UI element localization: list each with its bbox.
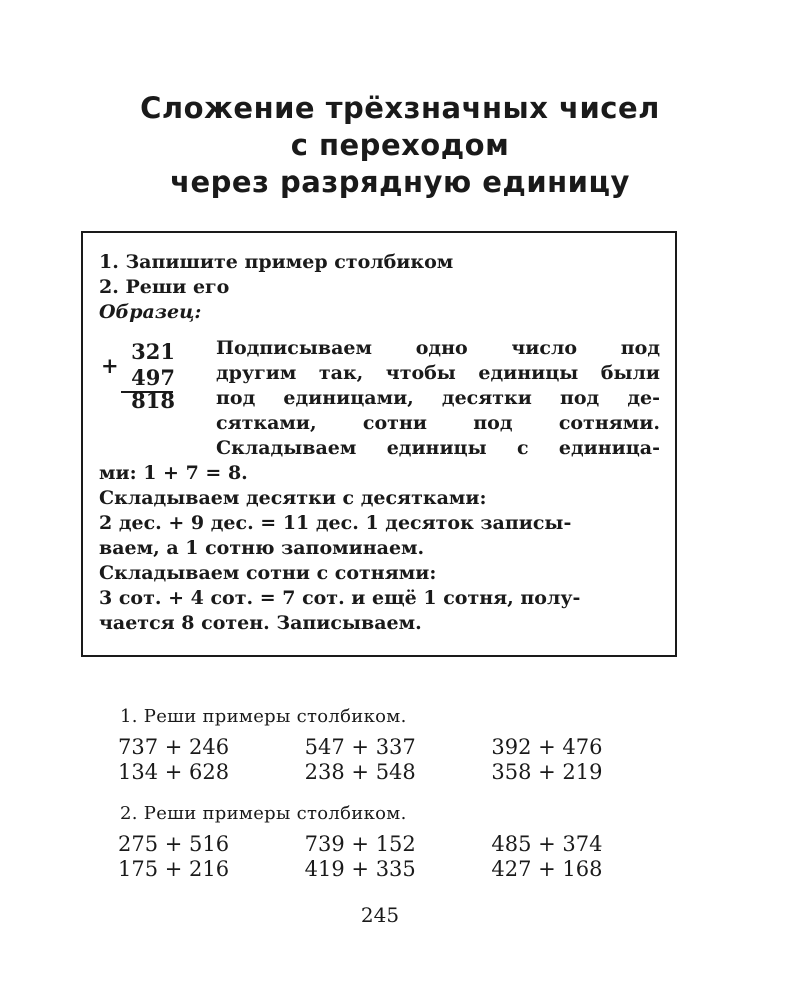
task-row <box>118 857 678 882</box>
full-line-1: ми: 1 + 7 = 8. <box>99 462 248 484</box>
example: 238 + 548 <box>304 760 416 784</box>
task-row <box>118 760 678 785</box>
example: 419 + 335 <box>304 857 416 881</box>
explanation-line-5: Складываем единицы с единица- <box>216 437 660 459</box>
rule-step-2: 2. Реши его <box>99 276 230 298</box>
sample-addend-1: 321 <box>131 339 175 364</box>
example: 427 + 168 <box>491 857 603 881</box>
explanation-line-2: другим так, чтобы единицы были <box>216 362 660 384</box>
sample-addend-2: 497 <box>131 365 175 390</box>
example: 175 + 216 <box>118 857 230 881</box>
sample-label: Образец: <box>99 301 202 323</box>
full-line-7: чается 8 сотен. Записываем. <box>99 612 422 634</box>
full-line-5: Складываем сотни с сотнями: <box>99 562 437 584</box>
task-1-title: 1. Реши примеры столбиком. <box>120 706 407 727</box>
example: 739 + 152 <box>304 832 416 856</box>
example: 134 + 628 <box>118 760 230 784</box>
sample-sum: 818 <box>131 388 175 413</box>
plus-sign: + <box>101 353 119 378</box>
full-line-4: ваем, а 1 сотню запоминаем. <box>99 537 425 559</box>
explanation-line-1: Подписываем одно число под <box>216 337 660 359</box>
explanation-line-3: под единицами, десятки под де- <box>216 387 660 409</box>
example: 737 + 246 <box>118 735 230 759</box>
page-number: 245 <box>360 903 400 927</box>
example: 547 + 337 <box>304 735 416 759</box>
task-2-title: 2. Реши примеры столбиком. <box>120 803 407 824</box>
sample-column-addition <box>99 340 209 420</box>
example: 275 + 516 <box>118 832 230 856</box>
task-2-examples <box>118 832 678 882</box>
task-row <box>118 735 678 760</box>
rule-step-1: 1. Запишите пример столбиком <box>99 251 454 273</box>
title-line-3: через разрядную единицу <box>170 165 630 199</box>
full-line-6: 3 сот. + 4 сот. = 7 сот. и ещё 1 сотня, полу- <box>99 587 581 609</box>
full-line-2: Складываем десятки с десятками: <box>99 487 487 509</box>
task-row <box>118 832 678 857</box>
page-title <box>0 90 800 201</box>
example: 392 + 476 <box>491 735 603 759</box>
title-line-2: с переходом <box>290 128 510 162</box>
task-1-examples <box>118 735 678 785</box>
title-line-1: Сложение трёхзначных чисел <box>140 91 660 125</box>
explanation-line-4: сятками, сотни под сотнями. <box>216 412 660 434</box>
full-line-3: 2 дес. + 9 дес. = 11 дес. 1 десяток записы- <box>99 512 572 534</box>
example: 358 + 219 <box>491 760 603 784</box>
example: 485 + 374 <box>491 832 603 856</box>
